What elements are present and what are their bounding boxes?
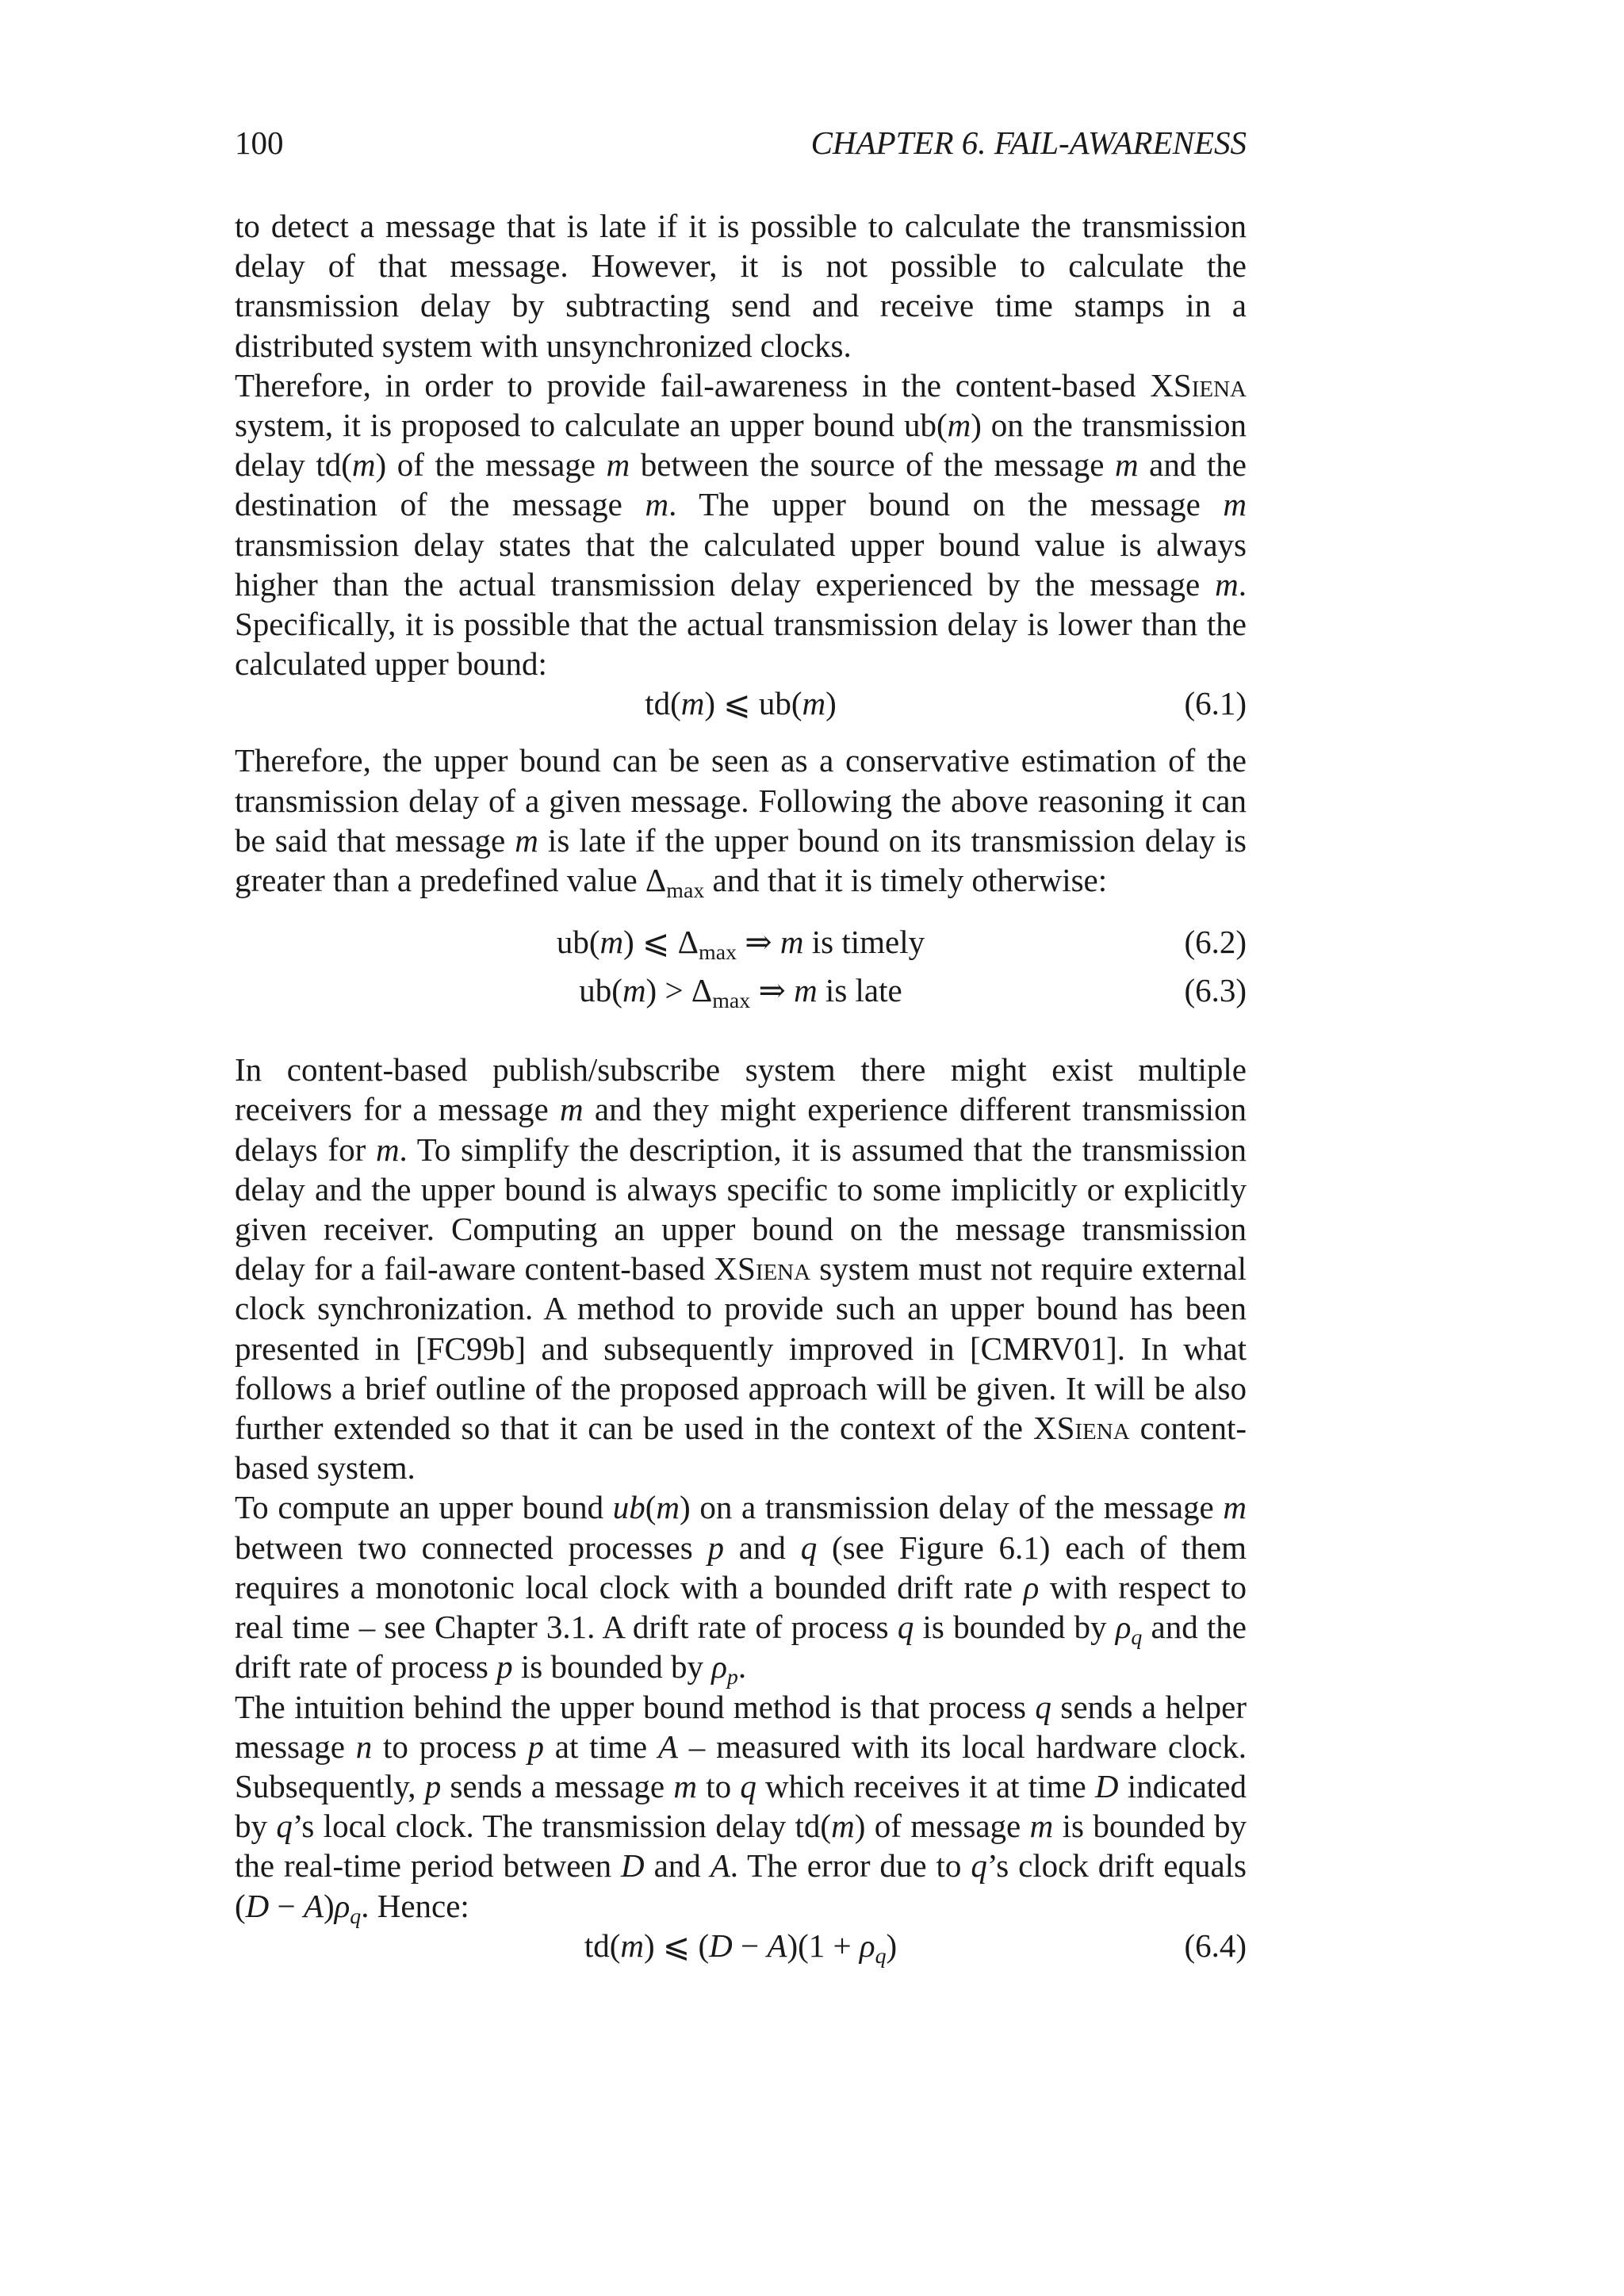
paragraph-1: to detect a message that is late if it is possible to calculate the transmission delay of that message. However, it is not possible to calculate the transmission delay by subtracting send and receive time stamps in a distributed system with unsynchronized clocks.	[235, 208, 1247, 364]
paragraph-5: To compute an upper bound ub(m) on a transmission delay of the message m between two connected processes p and q (see Figure 6.1) each of them requires a monotonic local clock with a bounded drift rate ρ with respect to real time – see Chapter 3.1. A drift rate of process q is bounded by $\rho_q$ and the drift rate of process p is bounded by $\rho_p$.	[235, 1489, 1247, 1690]
equation-body: td(m) ⩽ $(D - A)(1 + \rho_q)$	[584, 1927, 898, 1969]
page-number: 100	[235, 124, 284, 161]
paragraph-2: Therefore, in order to provide fail-awareness in the content-based XSiena system, it is proposed to calculate an upper bound ub(m) on the transmission delay td(m) of the message m between the source of the message m and the destination of the message m. The upper bound on the message m transmission delay states that the calculated upper bound value is always higher than the actual transmission delay experienced by the message m. Specifically, it is possible that the actual transmission delay is lower than the calculated upper bound:	[235, 366, 1247, 683]
equation-6-4	[235, 1926, 1247, 1969]
equation-body: $ub(m) > \Delta_{max}$ ⇒ m is late	[579, 972, 902, 1014]
chapter-title: CHAPTER 6. FAIL-AWARENESS	[810, 124, 1247, 161]
equation-number: (6.2)	[1184, 924, 1247, 961]
equation-6-2	[235, 922, 1247, 970]
equation-6-1	[235, 683, 1247, 723]
equation-number: (6.4)	[1184, 1927, 1247, 1964]
equation-number: (6.3)	[1184, 972, 1247, 1009]
paragraph-3: Therefore, the upper bound can be seen as a conservative estimation of the transmission delay of a given message. Following the above reasoning it can be said that message m is late if the upper bound on its transmission delay is greater than a predefined value $\Delta_{max}$ and that it is timely otherwise:	[235, 742, 1247, 903]
equation-body: td(m) ⩽ ub(m)	[645, 685, 837, 722]
equation-body: ub(m) ⩽ $\Delta_{max}$ ⇒ m is timely	[556, 924, 925, 966]
running-head	[235, 119, 1247, 166]
equation-6-3	[235, 970, 1247, 1014]
equation-number: (6.1)	[1184, 685, 1247, 722]
paragraph-6: The intuition behind the upper bound method is that process q sends a helper message n to process p at time A – measured with its local hardware clock. Subsequently, p sends a message m to q which receives it at time D indicated by q’s local clock. The transmission delay td(m) of message m is bounded by the real-time period between D and A. The error due to q’s clock drift equals $(D - A)\rho_q$. Hence:	[235, 1688, 1247, 1929]
page	[235, 119, 1247, 1969]
paragraph-4: In content-based publish/subscribe system there might exist multiple receivers for a message m and they might experience different transmission delays for m. To simplify the description, it is assumed that the transmission delay and the upper bound is always specific to some implicitly or explicitly given receiver. Computing an upper bound on the message transmission delay for a fail-aware content-based XSiena system must not require external clock synchronization. A method to provide such an upper bound has been presented in [FC99b] and subsequently improved in [CMRV01]. In what follows a brief outline of the proposed approach will be given. It will be also further extended so that it can be used in the context of the XSiena content-based system.	[235, 1051, 1247, 1487]
